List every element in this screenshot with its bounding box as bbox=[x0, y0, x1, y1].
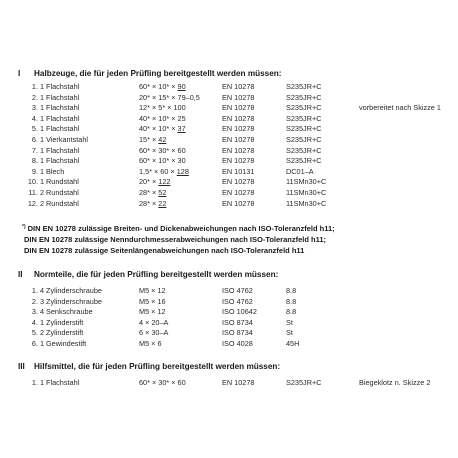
row-dimensions bbox=[139, 155, 186, 166]
row-quantity: 1 bbox=[40, 378, 45, 387]
section-1-heading bbox=[18, 69, 282, 78]
row-standard: EN 10278 bbox=[222, 198, 255, 208]
row-standard: EN 10278 bbox=[222, 92, 255, 102]
row-standard: ISO 4762 bbox=[222, 286, 253, 295]
row-quantity: 4 bbox=[40, 286, 45, 295]
section-2-number: II bbox=[18, 270, 23, 279]
row-index: 3. bbox=[31, 307, 38, 317]
row-index: 1. bbox=[31, 82, 38, 91]
row-dimensions bbox=[139, 113, 186, 124]
row-dimensions-text: 60* × 10* × 30 bbox=[139, 156, 186, 166]
row-dimensions-text: 28* × bbox=[139, 188, 159, 197]
row-part-name: Zylinderstift bbox=[46, 328, 84, 338]
section-3-heading bbox=[18, 362, 280, 371]
row-dimensions-length: 52 bbox=[158, 188, 167, 197]
note-line-3: DIN EN 10278 zulässige Seitenlängenabweichungen nach ISO-Toleranzfeld h11 bbox=[24, 246, 305, 255]
row-dimensions-length: 37 bbox=[177, 124, 186, 134]
row-dimensions-text: 4 × 20–A bbox=[139, 317, 169, 327]
row-quantity: 3 bbox=[40, 296, 45, 306]
row-dimensions-text: 60* × 30* × 60 bbox=[139, 378, 186, 387]
row-part-name: Senkschraube bbox=[46, 307, 93, 317]
row-note: vorbereitet nach Skizze 1 bbox=[359, 103, 441, 113]
row-quantity: 1 bbox=[40, 124, 45, 134]
row-index: 7. bbox=[31, 145, 38, 155]
row-index: 1. bbox=[31, 286, 38, 295]
row-standard: ISO 4028 bbox=[222, 339, 253, 348]
row-part-name: Flachstahl bbox=[46, 103, 80, 113]
row-part-name: Flachstahl bbox=[46, 124, 80, 134]
tolerance-notes bbox=[22, 222, 335, 256]
row-material: 45H bbox=[286, 339, 300, 348]
row-dimensions-length: 128 bbox=[176, 166, 189, 176]
row-dimensions-text: M5 × 16 bbox=[139, 296, 166, 306]
row-dimensions-text: 20* × 15* × 79–0,5 bbox=[139, 92, 200, 102]
row-dimensions bbox=[139, 285, 166, 296]
row-standard: ISO 8734 bbox=[222, 328, 253, 338]
row-material: 8.8 bbox=[286, 286, 297, 295]
row-standard: EN 10278 bbox=[222, 124, 255, 134]
row-quantity: 1 bbox=[40, 113, 45, 123]
row-dimensions-text: 20* × bbox=[139, 177, 159, 187]
row-part-name: Rundstahl bbox=[46, 188, 79, 197]
row-dimensions-text: M5 × 12 bbox=[139, 307, 166, 317]
row-dimensions bbox=[139, 296, 166, 307]
row-dimensions bbox=[139, 123, 186, 134]
row-quantity: 1 bbox=[40, 82, 45, 91]
section-2-heading bbox=[18, 270, 278, 279]
row-index: 4. bbox=[31, 317, 38, 327]
row-dimensions bbox=[139, 338, 162, 349]
note-line-1: *) DIN EN 10278 zulässige Breiten- und Dickenabweichungen nach ISO-Toleranzfeld h11; bbox=[22, 224, 335, 233]
note-line-2: DIN EN 10278 zulässige Nenndurchmesserabweichungen nach ISO-Toleranzfeld h11; bbox=[24, 235, 327, 244]
row-dimensions bbox=[139, 176, 170, 187]
note-marker: *) bbox=[22, 224, 26, 230]
section-3-number: III bbox=[18, 362, 25, 371]
section-3-title: Hilfsmittel, die für jeden Prüfling bereitgestellt werden müssen: bbox=[34, 362, 281, 371]
row-quantity: 2 bbox=[40, 328, 45, 338]
row-material: 11SMn30+C bbox=[286, 177, 327, 187]
section-2-title: Normteile, die für jeden Prüfling bereitgestellt werden müssen: bbox=[34, 270, 279, 279]
row-quantity: 1 bbox=[40, 166, 45, 176]
row-material: S235JR+C bbox=[286, 103, 322, 113]
row-standard: EN 10278 bbox=[222, 113, 255, 123]
row-dimensions-text: 15* × bbox=[139, 135, 159, 144]
row-standard: EN 10278 bbox=[222, 145, 255, 155]
row-material: 11SMn30+C bbox=[286, 188, 327, 197]
row-dimensions bbox=[139, 306, 166, 317]
row-dimensions bbox=[139, 377, 186, 388]
row-dimensions bbox=[139, 81, 186, 92]
row-index: 2. bbox=[31, 296, 38, 306]
row-part-name: Blech bbox=[46, 166, 65, 176]
row-standard: EN 10278 bbox=[222, 188, 255, 197]
row-dimensions-text: 6 × 30–A bbox=[139, 328, 169, 338]
row-quantity: 1 bbox=[40, 92, 45, 102]
row-dimensions-text: 28* × bbox=[139, 198, 159, 208]
row-index: 2. bbox=[31, 92, 38, 102]
row-index: 6. bbox=[31, 339, 38, 348]
row-part-name: Rundstahl bbox=[46, 198, 79, 208]
row-standard: ISO 4762 bbox=[222, 296, 253, 306]
row-material: DC01–A bbox=[286, 166, 314, 176]
row-part-name: Flachstahl bbox=[46, 113, 80, 123]
row-note: Biegeklotz n. Skizze 2 bbox=[359, 378, 431, 387]
row-part-name: Flachstahl bbox=[46, 92, 80, 102]
row-dimensions-text: M5 × 6 bbox=[139, 339, 162, 348]
row-quantity: 1 bbox=[40, 317, 45, 327]
row-material: S235JR+C bbox=[286, 156, 322, 166]
row-standard: EN 10278 bbox=[222, 135, 255, 144]
row-part-name: Gewindestift bbox=[46, 339, 87, 348]
row-dimensions-text: 60* × 30* × 60 bbox=[139, 145, 186, 155]
row-part-name: Zylinderschraube bbox=[46, 286, 102, 295]
row-dimensions-text: 1,5* × 60 × bbox=[139, 166, 177, 176]
row-quantity: 1 bbox=[40, 145, 45, 155]
row-standard: EN 10278 bbox=[222, 156, 255, 166]
row-index: 5. bbox=[31, 328, 38, 338]
row-material: S235JR+C bbox=[286, 378, 322, 387]
row-quantity: 1 bbox=[40, 177, 45, 187]
row-part-name: Zylinderschraube bbox=[46, 296, 102, 306]
row-index: 4. bbox=[31, 113, 38, 123]
row-quantity: 1 bbox=[40, 103, 45, 113]
section-1-number: I bbox=[18, 69, 21, 78]
row-index: 6. bbox=[31, 135, 38, 144]
row-material: S235JR+C bbox=[286, 113, 322, 123]
row-dimensions-text: 60* × 10* × bbox=[139, 82, 178, 91]
row-standard: EN 10278 bbox=[222, 103, 255, 113]
row-material: 11SMn30+C bbox=[286, 198, 327, 208]
row-dimensions-text: M5 × 12 bbox=[139, 286, 166, 295]
row-dimensions-length: 122 bbox=[158, 177, 171, 187]
row-dimensions bbox=[139, 92, 200, 103]
section-1-title: Halbzeuge, die für jeden Prüfling bereitgestellt werden müssen: bbox=[34, 69, 282, 78]
row-standard: EN 10278 bbox=[222, 378, 255, 387]
row-dimensions-length: 90 bbox=[177, 82, 186, 91]
row-material: St bbox=[286, 317, 293, 327]
row-part-name: Flachstahl bbox=[46, 145, 80, 155]
row-quantity: 2 bbox=[40, 198, 45, 208]
row-index: 5. bbox=[31, 124, 38, 134]
row-part-name: Flachstahl bbox=[46, 156, 80, 166]
row-dimensions-length: 42 bbox=[158, 135, 167, 144]
row-standard: ISO 10642 bbox=[222, 307, 257, 317]
row-material: S235JR+C bbox=[286, 92, 322, 102]
row-index: 3. bbox=[31, 103, 38, 113]
row-index: 12. bbox=[27, 198, 38, 208]
row-dimensions bbox=[139, 102, 186, 113]
row-material: S235JR+C bbox=[286, 124, 322, 134]
row-quantity: 1 bbox=[40, 135, 45, 144]
row-dimensions-text: 40* × 10* × bbox=[139, 124, 178, 134]
row-dimensions bbox=[139, 317, 168, 328]
row-material: 8.8 bbox=[286, 307, 297, 317]
row-index: 10. bbox=[27, 177, 38, 187]
row-index: 1. bbox=[31, 378, 38, 387]
row-standard: EN 10278 bbox=[222, 177, 255, 187]
row-quantity: 1 bbox=[40, 339, 45, 348]
row-standard: EN 10131 bbox=[222, 166, 255, 176]
row-part-name: Vierkantstahl bbox=[46, 135, 89, 144]
row-quantity: 1 bbox=[40, 156, 45, 166]
row-dimensions bbox=[139, 327, 168, 338]
row-material: S235JR+C bbox=[286, 145, 322, 155]
row-part-name: Zylinderstift bbox=[46, 317, 84, 327]
row-material: 8.8 bbox=[286, 296, 297, 306]
row-dimensions-text: 40* × 10* × 25 bbox=[139, 113, 186, 123]
row-material: S235JR+C bbox=[286, 82, 322, 91]
row-standard: EN 10278 bbox=[222, 82, 255, 91]
row-part-name: Flachstahl bbox=[46, 82, 80, 91]
row-dimensions-text: 12* × 5* × 100 bbox=[139, 103, 186, 113]
row-dimensions bbox=[139, 166, 189, 177]
row-quantity: 2 bbox=[40, 188, 45, 197]
row-dimensions-length: 22 bbox=[158, 198, 167, 208]
row-index: 11. bbox=[28, 188, 38, 197]
row-index: 9. bbox=[31, 166, 38, 176]
row-dimensions bbox=[139, 198, 166, 209]
row-index: 8. bbox=[31, 156, 38, 166]
row-material: St bbox=[286, 328, 293, 338]
row-part-name: Rundstahl bbox=[46, 177, 79, 187]
row-dimensions bbox=[139, 145, 186, 156]
row-part-name: Flachstahl bbox=[46, 378, 80, 387]
row-dimensions bbox=[139, 187, 166, 198]
row-standard: ISO 8734 bbox=[222, 317, 253, 327]
row-dimensions bbox=[139, 134, 166, 145]
row-quantity: 4 bbox=[40, 307, 45, 317]
row-material: S235JR+C bbox=[286, 135, 322, 144]
